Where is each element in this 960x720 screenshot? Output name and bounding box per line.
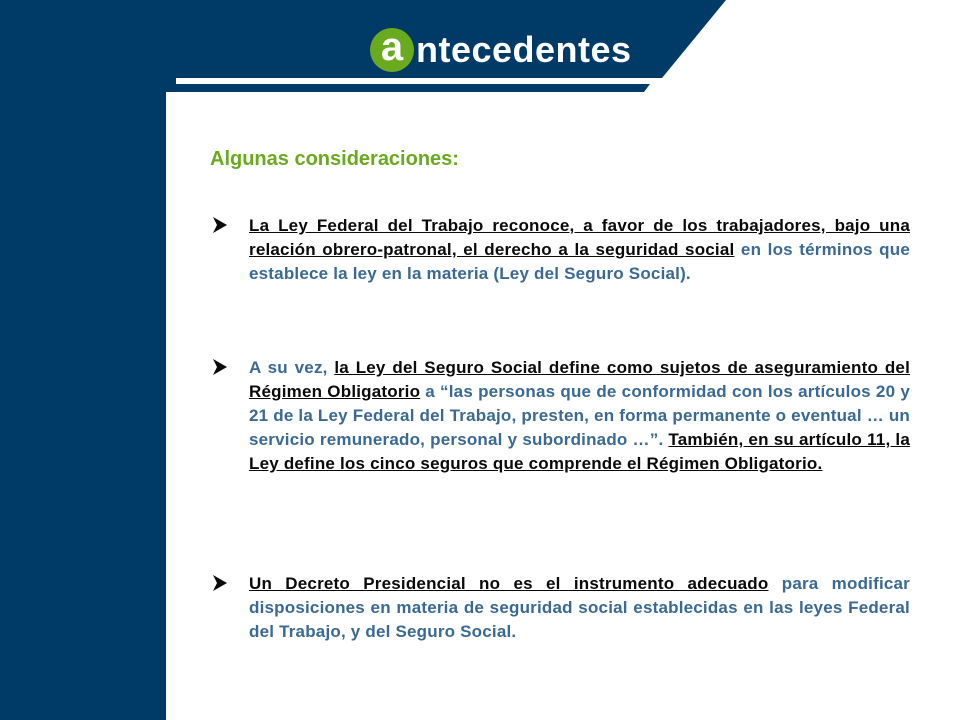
plain-text: A su vez, (249, 358, 335, 377)
bullet-text (249, 356, 910, 476)
plain-text: a “las personas que de conformidad con los artículos 20 y 21 de la Ley Federal del Trabajo, presten, en forma permanente o eventual … un servicio remunerado, personal y subordinado …”. (249, 382, 910, 449)
title-text: ntecedentes (416, 29, 632, 70)
arrow-bullet-icon (212, 358, 228, 376)
underlined-text: La Ley Federal del Trabajo reconoce, a favor de los trabajadores, bajo una relación obrero-patronal, el derecho a la seguridad social (249, 216, 910, 259)
underlined-text: Un Decreto Presidencial no es el instrumento adecuado (249, 574, 769, 593)
bullet-text (249, 572, 910, 644)
bullet-item (212, 572, 910, 644)
bullet-item (212, 214, 910, 286)
section-heading: Algunas consideraciones: (210, 148, 459, 170)
bullet-item (212, 356, 910, 476)
plain-text: para modificar disposiciones en materia de seguridad social establecidas en las leyes Federal del Trabajo, y del Seguro Social. (249, 574, 910, 641)
title-initial-circle: a (370, 28, 414, 72)
underlined-text: También, en su artículo 11, la Ley define los cinco seguros que comprende el Régimen Obligatorio. (249, 430, 910, 473)
arrow-bullet-icon (212, 216, 228, 234)
bullet-text (249, 214, 910, 286)
navy-banner-underline (176, 84, 650, 92)
arrow-bullet-icon (212, 574, 228, 592)
underlined-text: la Ley del Seguro Social define como sujetos de aseguramiento del Régimen Obligatorio (249, 358, 910, 401)
slide-title (370, 24, 632, 76)
plain-text: en los términos que establece la ley en la materia (Ley del Seguro Social). (249, 240, 910, 283)
